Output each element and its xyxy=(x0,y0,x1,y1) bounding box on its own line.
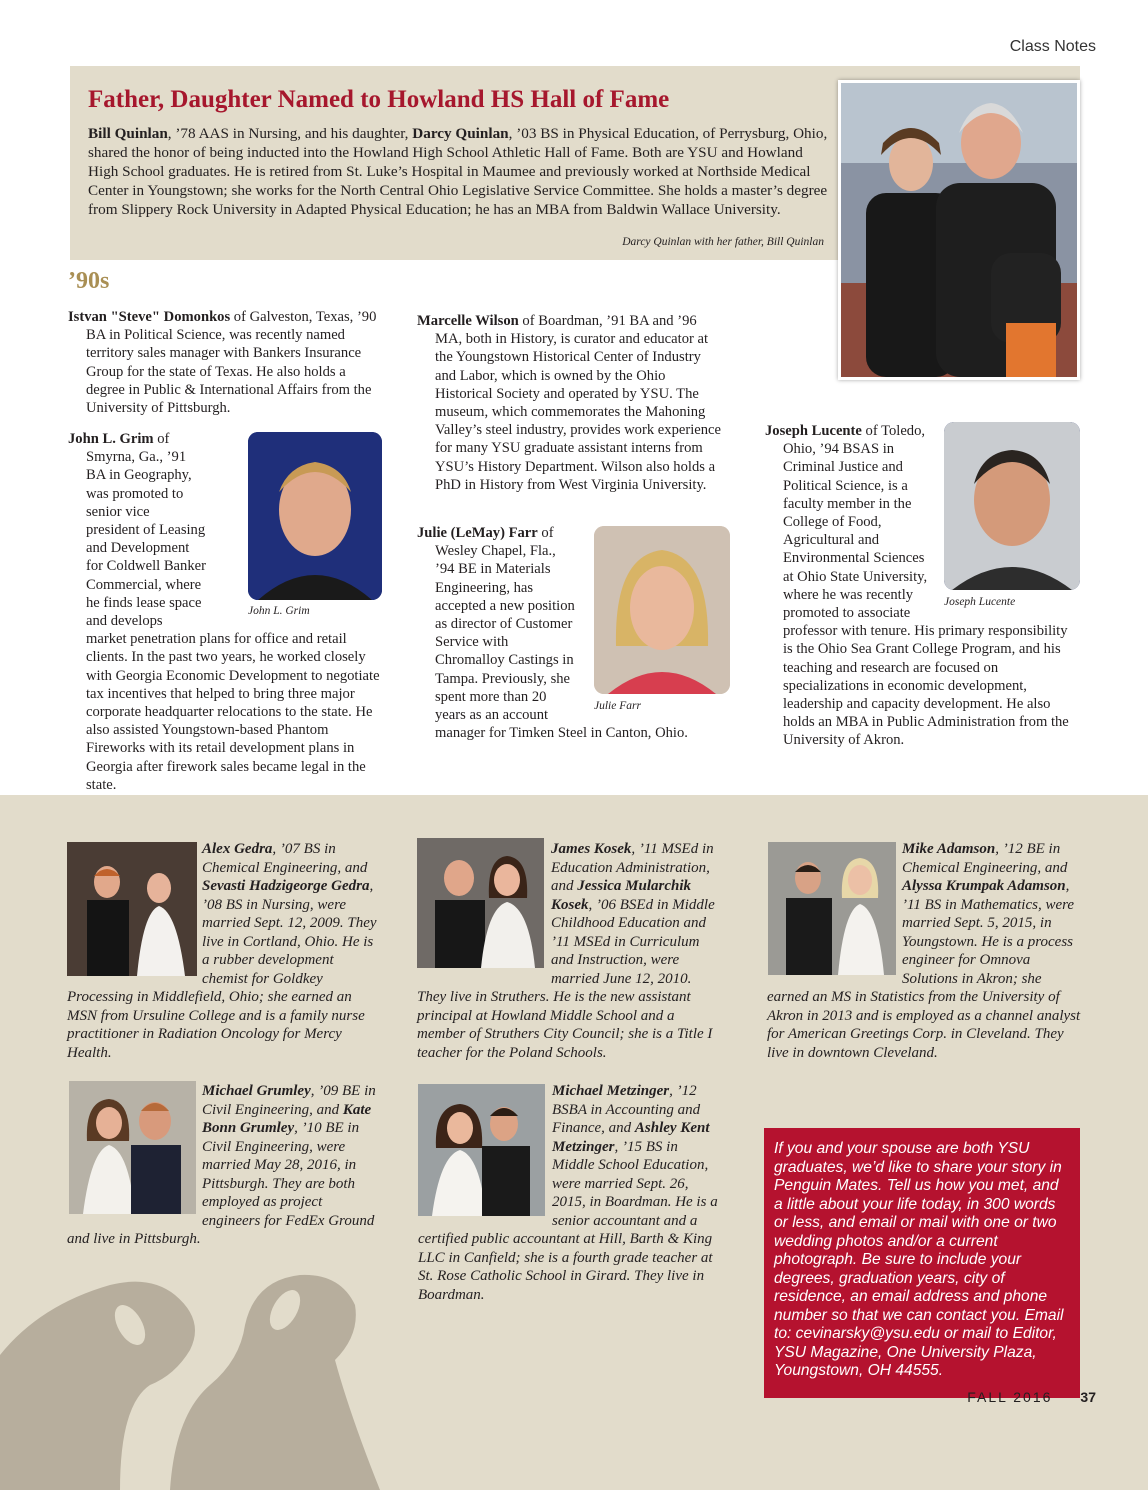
note-farr-text: of Wesley Chapel, Fla., ’94 BE in Materials Engineering, has accepted a new position as director of Customer Service with Chromalloy Castings in Tampa. Previously, she spent more than 20 years as an account manager for Timken Steel in Canton, Ohio. xyxy=(435,525,688,742)
lucente-float-spacer xyxy=(935,422,1075,614)
note-farr-name: Julie (LeMay) Farr xyxy=(417,525,538,541)
wedding-adamson-name-1: Mike Adamson xyxy=(902,841,996,857)
wedding-grumley xyxy=(67,1082,379,1249)
kosek-float-spacer xyxy=(417,840,551,974)
wedding-gedra xyxy=(67,840,379,1062)
wedding-kosek xyxy=(417,840,723,1062)
wedding-kosek-name-1: James Kosek xyxy=(551,841,632,857)
wedding-metzinger-text-2: , ’15 BS in Middle School Education, were married Sept. 26, 2015, in Boardman. He is a senior accountant and a certified public accountant at Hill, Barth & King LLC in Canfield; she is a fourth grade teacher at St. Rose Catholic School in Girard. They live in Boardman. xyxy=(418,1138,718,1303)
feature-name-2: Darcy Quinlan xyxy=(412,125,509,142)
wedding-grumley-text-2: , ’10 BE in Civil Engineering, were married May 28, 2016, in Pittsburgh. They are both employed as project engineers for FedEx Ground and live in Pittsburgh. xyxy=(67,1120,375,1247)
note-grim-name: John L. Grim xyxy=(68,431,154,447)
wedding-gedra-name-1: Alex Gedra xyxy=(202,841,273,857)
farr-float-spacer xyxy=(577,524,727,710)
grim-float-spacer xyxy=(206,430,386,616)
gedra-float-spacer xyxy=(67,840,202,980)
note-farr xyxy=(417,524,727,742)
note-lucente-text: of Toledo, Ohio, ’94 BSAS in Criminal Justice and Political Science, is a faculty member in the College of Food, Agricultural and Environmental Sciences at Ohio State University, where he was recently promoted to associate professor with tenure. His primary responsibility is the Ohio Sea Grant College Program, and his teaching and research are focused on specializations in economic development, leadership and capacity development. He also holds an MBA in Public Administration from the University of Akron. xyxy=(783,423,1069,749)
note-lucente xyxy=(765,422,1075,750)
note-grim-text: of Smyrna, Ga., ’91 BA in Geography, was promoted to senior vice president of Leasing and Development for Coldwell Banker Commercial, where he finds lease space and develops market penetration plans for office and retail clients. In the past two years, he worked closely with Georgia Economic Development to negotiate tax incentives that helped to bring three major corporate headquarter relocations to the state. He also assisted Youngstown-based Phantom Fireworks with its retail development plans in Georgia after firework sales became legal in the state. xyxy=(86,431,380,793)
wedding-metzinger-name-1: Michael Metzinger xyxy=(552,1083,670,1099)
adamson-float-spacer xyxy=(767,840,902,980)
page-footer xyxy=(967,1389,1096,1405)
page-number: 37 xyxy=(1080,1389,1096,1405)
wedding-adamson xyxy=(767,840,1081,1062)
wedding-metzinger xyxy=(418,1082,724,1304)
wedding-gedra-text-2: , ’08 BS in Nursing, were married Sept. 12, 2009. They live in Cortland, Ohio. He is a rubber development chemist for Goldkey Processing in Middlefield, Ohio; she earned an MSN from Ursuline College and is a family nurse practitioner in Radiation Oncology for Mercy Health. xyxy=(67,878,377,1061)
quinlan-photo-art xyxy=(841,83,1077,377)
feature-text-2: , ’03 BS in Physical Education, of Perrysburg, Ohio, shared the honor of being inducted into the Howland High School Athletic Hall of Fame. Both are YSU and Howland High School graduates. He is retired from St. Luke’s Hospital in Maumee and previously worked at Northside Medical Center in Youngstown; she works for the North Central Ohio Legislative Service Committee. She holds a master’s degree from Slippery Rock University in Adapted Physical Education; he has an MBA from Baldwin Wallace University. xyxy=(88,125,828,218)
wedding-kosek-name-2: Jessica Mularchik Kosek xyxy=(551,878,692,913)
wedding-grumley-text-1: , ’09 BE in Civil Engineering, and xyxy=(202,1083,376,1118)
metzinger-float-spacer xyxy=(418,1082,552,1222)
wedding-adamson-text-2: , ’11 BS in Mathematics, were married Sept. 5, 2015, in Youngstown. He is a process engineer for Omnova Solutions in Akron; she earned an MS in Statistics from the University of Akron in 2013 and is employed as a channel analyst for American Greetings Corp. in Cleveland. They live in downtown Cleveland. xyxy=(767,878,1081,1061)
feature-body xyxy=(88,124,828,219)
wedding-adamson-name-2: Alyssa Krumpak Adamson xyxy=(902,878,1066,894)
note-domonkos-name: Istvan "Steve" Domonkos xyxy=(68,309,231,325)
note-wilson xyxy=(417,312,723,494)
note-wilson-text: of Boardman, ’91 BA and ’96 MA, both in History, is curator and educator at the Youngstown Historical Center of Industry and Labor, which is owned by the Ohio Historical Society and operated by YSU. The museum, which commemorates the Mahoning Valley’s steel industry, provides work experience for many YSU graduate assistant interns from YSU’s History Department. Wilson also holds a PhD in History from West Virginia University. xyxy=(435,313,721,493)
issue-label: FALL 2016 xyxy=(967,1389,1053,1405)
note-lucente-name: Joseph Lucente xyxy=(765,423,862,439)
quinlan-photo xyxy=(838,80,1080,380)
wedding-grumley-name-1: Michael Grumley xyxy=(202,1083,311,1099)
feature-name-1: Bill Quinlan xyxy=(88,125,168,142)
note-wilson-name: Marcelle Wilson xyxy=(417,313,519,329)
feature-caption: Darcy Quinlan with her father, Bill Quinlan xyxy=(622,236,824,248)
wedding-kosek-text-1: , ’11 MSEd in Education Administration, and xyxy=(551,841,714,894)
note-domonkos-text: of Galveston, Texas, ’90 BA in Political Science, was recently named territory sales manager with Bankers Insurance Group for the state of Texas. He also holds a degree in Public & International Affairs from the University of Pittsburgh. xyxy=(86,309,377,417)
farr-caption: Julie Farr xyxy=(594,700,641,712)
decade-heading: ’90s xyxy=(68,268,110,294)
wedding-metzinger-name-2: Ashley Kent Metzinger xyxy=(552,1120,710,1155)
wedding-grumley-name-2: Kate Bonn Grumley xyxy=(202,1101,372,1136)
grim-caption: John L. Grim xyxy=(248,605,310,617)
section-label: Class Notes xyxy=(1009,38,1096,55)
note-grim xyxy=(68,430,386,794)
lucente-caption: Joseph Lucente xyxy=(944,596,1016,608)
wedding-gedra-text-1: , ’07 BS in Chemical Engineering, and xyxy=(202,841,368,876)
feature-title: Father, Daughter Named to Howland HS Hall of Fame xyxy=(88,86,670,113)
wedding-gedra-name-2: Sevasti Hadzigeorge Gedra xyxy=(202,878,370,894)
wedding-adamson-text-1: , ’12 BE in Chemical Engineering, and xyxy=(902,841,1068,876)
note-domonkos xyxy=(68,308,384,417)
grumley-float-spacer xyxy=(67,1082,202,1220)
wedding-metzinger-text-1: , ’12 BSBA in Accounting and Finance, and xyxy=(552,1083,701,1136)
wedding-kosek-text-2: , ’06 BSEd in Middle Childhood Education and ’11 MSEd in Curriculum and Instruction, were married June 12, 2010. They live in Struthers. He is the new assistant principal at Howland Middle School and a member of Struthers City Council; she is a Title I teacher for the Poland Schools. xyxy=(417,896,715,1061)
penguin-mates-callout: If you and your spouse are both YSU graduates, we’d like to share your story in Penguin Mates. Tell us how you met, and a little about your life today, in 300 words or less, and email or mail with one or two wedding photos and/or a current photograph. Be sure to include your degrees, graduation years, city of residence, an email address and phone number so that we can contact you. Email to: cevinarsky@ysu.edu or mail to Editor, YSU Magazine, One University Plaza, Youngstown, OH 44555. xyxy=(764,1128,1080,1398)
feature-text-1: , ’78 AAS in Nursing, and his daughter, xyxy=(167,125,413,142)
penguin-illustration-icon xyxy=(0,1265,420,1490)
